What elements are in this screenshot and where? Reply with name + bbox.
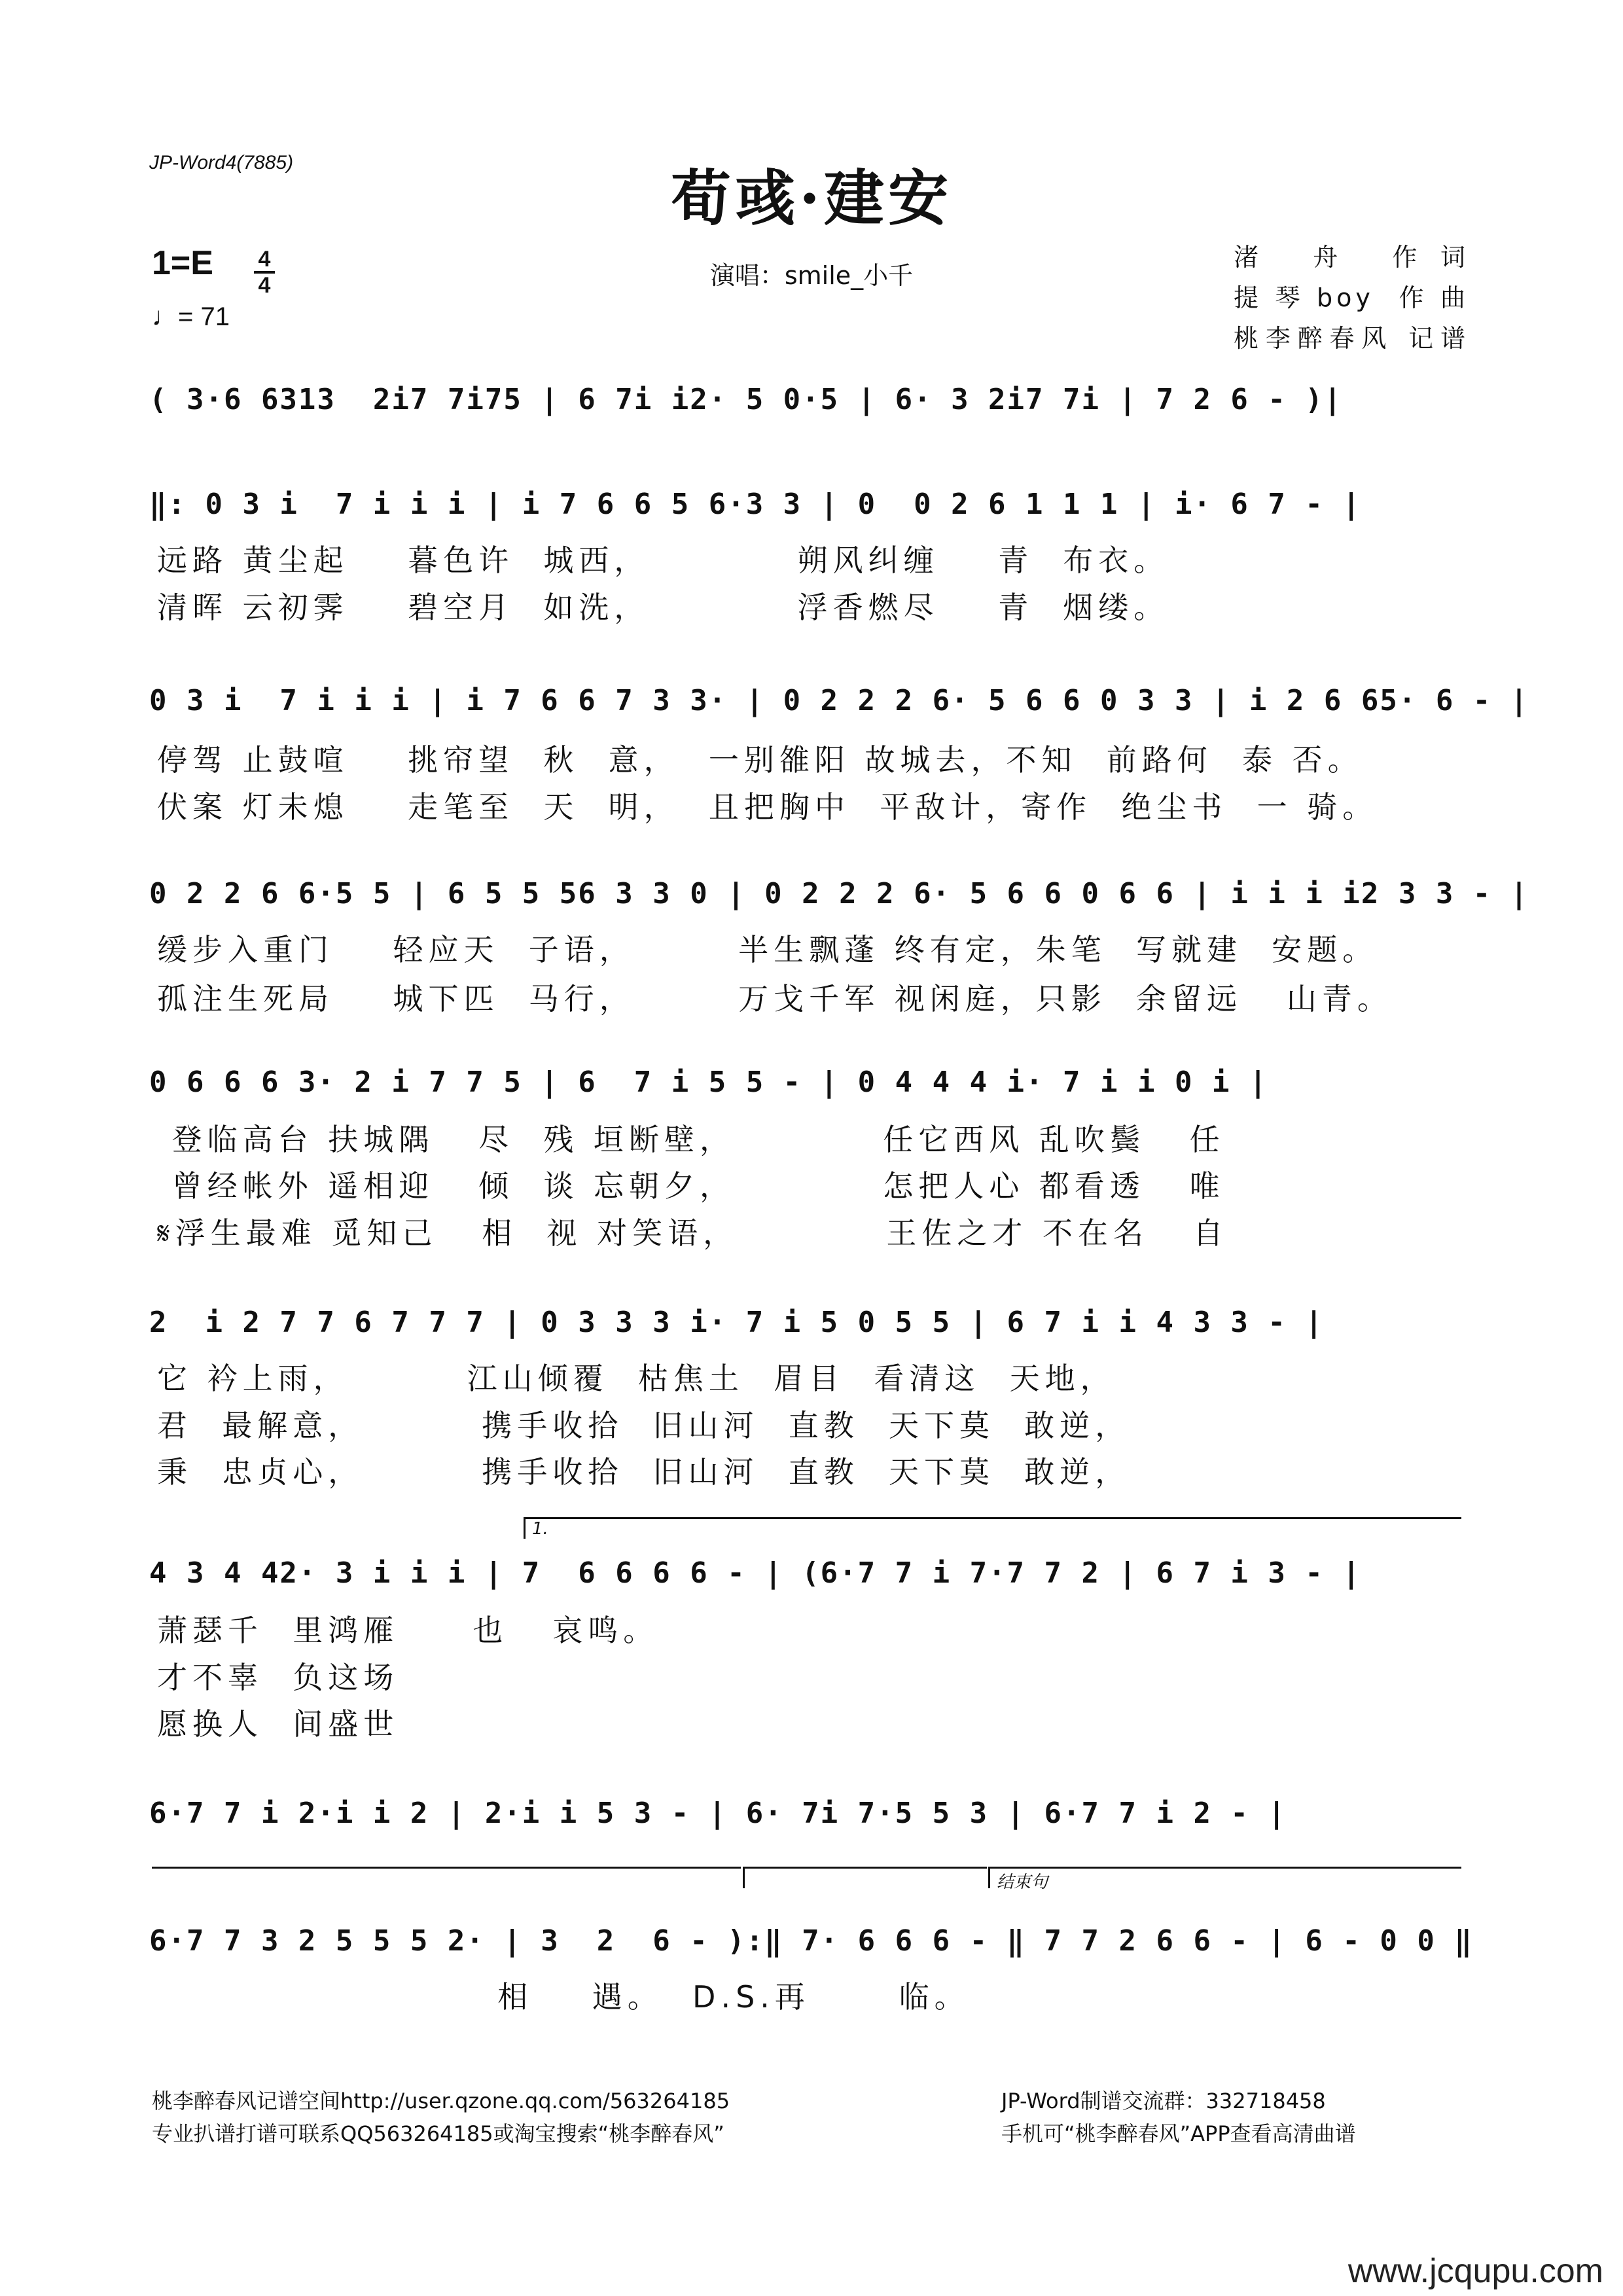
lyricist-credit: 渚 舟 作词 [1234,243,1469,272]
ending-label: 结束句 [997,1873,1048,1892]
footer-left-line: 专业扒谱打谱可联系QQ563264185或淘宝搜索“桃李醉春风” [152,2121,724,2146]
lyric-line: 孤注生死局 城下匹 马行， 万戈千军 视闲庭，只影 余留远 山青。 [157,981,1393,1016]
score-system-1: ( 3·6 6313 2i7 7i75 | 6 7i i2· 5 0·5 | 6· 3 2i7 7i | 7 2 6 - )| [149,383,1343,416]
lyric-line: 君 最解意， 携手收拾 旧山河 直教 天下莫 敢逆， [157,1408,1131,1443]
footer-right-line: 手机可“桃李醉春风”APP查看高清曲谱 [1001,2121,1356,2146]
lyric-line: 𝄋浮生最难 觅知己 相 视 对笑语， 王佐之才 不在名 自 [157,1215,1228,1251]
footer-left [152,2085,730,2150]
lyric-line: 伏案 灯未熄 走笔至 天 明， 且把胸中 平敌计，寄作 绝尘书 一 骑。 [157,789,1378,825]
repeat-bracket [152,1867,741,1888]
singer-credit: 演唱：smile_小千 [709,261,914,290]
score-system-7: 4 3 4 42· 3 i i i | 7 6 6 6 6 - | (6·7 7 i 7·7 7 2 | 6 7 i 3 - | [149,1556,1361,1590]
lyric-line: 缓步入重门 轻应天 子语， 半生飘蓬 终有定，朱笔 写就建 安题。 [157,932,1378,967]
lyric-line: 相 遇。 D.S.再 临。 [157,1979,970,2015]
lyric-line: 停驾 止鼓喧 挑帘望 秋 意， 一别雒阳 故城去，不知 前路何 泰 否。 [157,742,1363,778]
lyric-line: 曾经帐外 遥相迎 倾 谈 忘朝夕， 怎把人心 都看透 唯 [157,1168,1225,1204]
lyric-line: 萧瑟千 里鸿雁 也 哀鸣。 [157,1613,659,1648]
meter-bottom: 4 [258,273,271,298]
composer-credit: 提琴boy 作曲 [1234,283,1469,312]
score-system-9: 6·7 7 3 2 5 5 5 2· | 3 2 6 - ):‖ 7· 6 6 6 - ‖ 7 7 2 6 6 - | 6 - 0 0 ‖ [149,1924,1473,1958]
lyric-line: 愿换人 间盛世 [157,1706,399,1742]
site-watermark: www.jcqupu.com [1347,2252,1603,2290]
score-system-5: 0 6 6 6 3· 2 i 7 7 5 | 6 7 i 5 5 - | 0 4 4 4 i· 7 i i 0 i | [149,1066,1268,1099]
software-stamp: JP-Word4(7885) [149,152,294,173]
lyric-line: 秉 忠贞心， 携手收拾 旧山河 直教 天下莫 敢逆， [157,1454,1131,1490]
footer-right-line: JP-Word制谱交流群：332718458 [1001,2089,1326,2113]
tempo-marking: ♩= 71 [152,302,230,331]
footer-right [1001,2085,1356,2150]
first-ending-bracket [524,1517,1461,1539]
lyric-line: 清晖 云初霁 碧空月 如洗， 浮香燃尽 青 烟缕。 [157,590,1169,625]
score-system-3: 0 3 i 7 i i i | i 7 6 6 7 3 3· | 0 2 2 2 6· 5 6 6 0 3 3 | i 2 6 65· 6 - | [149,684,1529,717]
lyric-line: 才不辜 负这场 [157,1660,399,1695]
lyric-line: 远路 黄尘起 暮色许 城西， 朔风纠缠 青 布衣。 [157,543,1169,578]
coda-bracket [988,1867,1461,1892]
score-system-6: 2 i 2 7 7 6 7 7 7 | 0 3 3 3 i· 7 i 5 0 5 5 | 6 7 i i 4 3 3 - | [149,1306,1324,1339]
meter-top: 4 [258,247,271,272]
transcriber-credit: 桃李醉春风 记谱 [1234,324,1469,353]
footer-left-line: 桃李醉春风记谱空间http://user.qzone.qq.com/563264185 [152,2089,730,2113]
second-ending-bracket [743,1867,987,1888]
score-system-2: ‖: 0 3 i 7 i i i | i 7 6 6 5 6·3 3 | 0 0 2 6 1 1 1 | i· 6 7 - | [149,488,1361,521]
key-signature: 1=E [152,244,213,282]
score-system-4: 0 2 2 6 6·5 5 | 6 5 5 56 3 3 0 | 0 2 2 2 6· 5 6 6 0 6 6 | i i i i2 3 3 - | [149,877,1529,910]
lyric-line: 它 衿上雨， 江山倾覆 枯焦土 眉目 看清这 天地， [157,1361,1116,1396]
volta-label: 1. [532,1519,548,1539]
credits-block [1234,237,1469,359]
score-system-8: 6·7 7 i 2·i i 2 | 2·i i 5 3 - | 6· 7i 7·5 5 3 | 6·7 7 i 2 - | [149,1797,1287,1830]
score-title: 荀彧·建安 [670,163,953,234]
lyric-line: 登临高台 扶城隅 尽 残 垣断壁， 任它西风 乱吹鬓 任 [157,1122,1225,1157]
